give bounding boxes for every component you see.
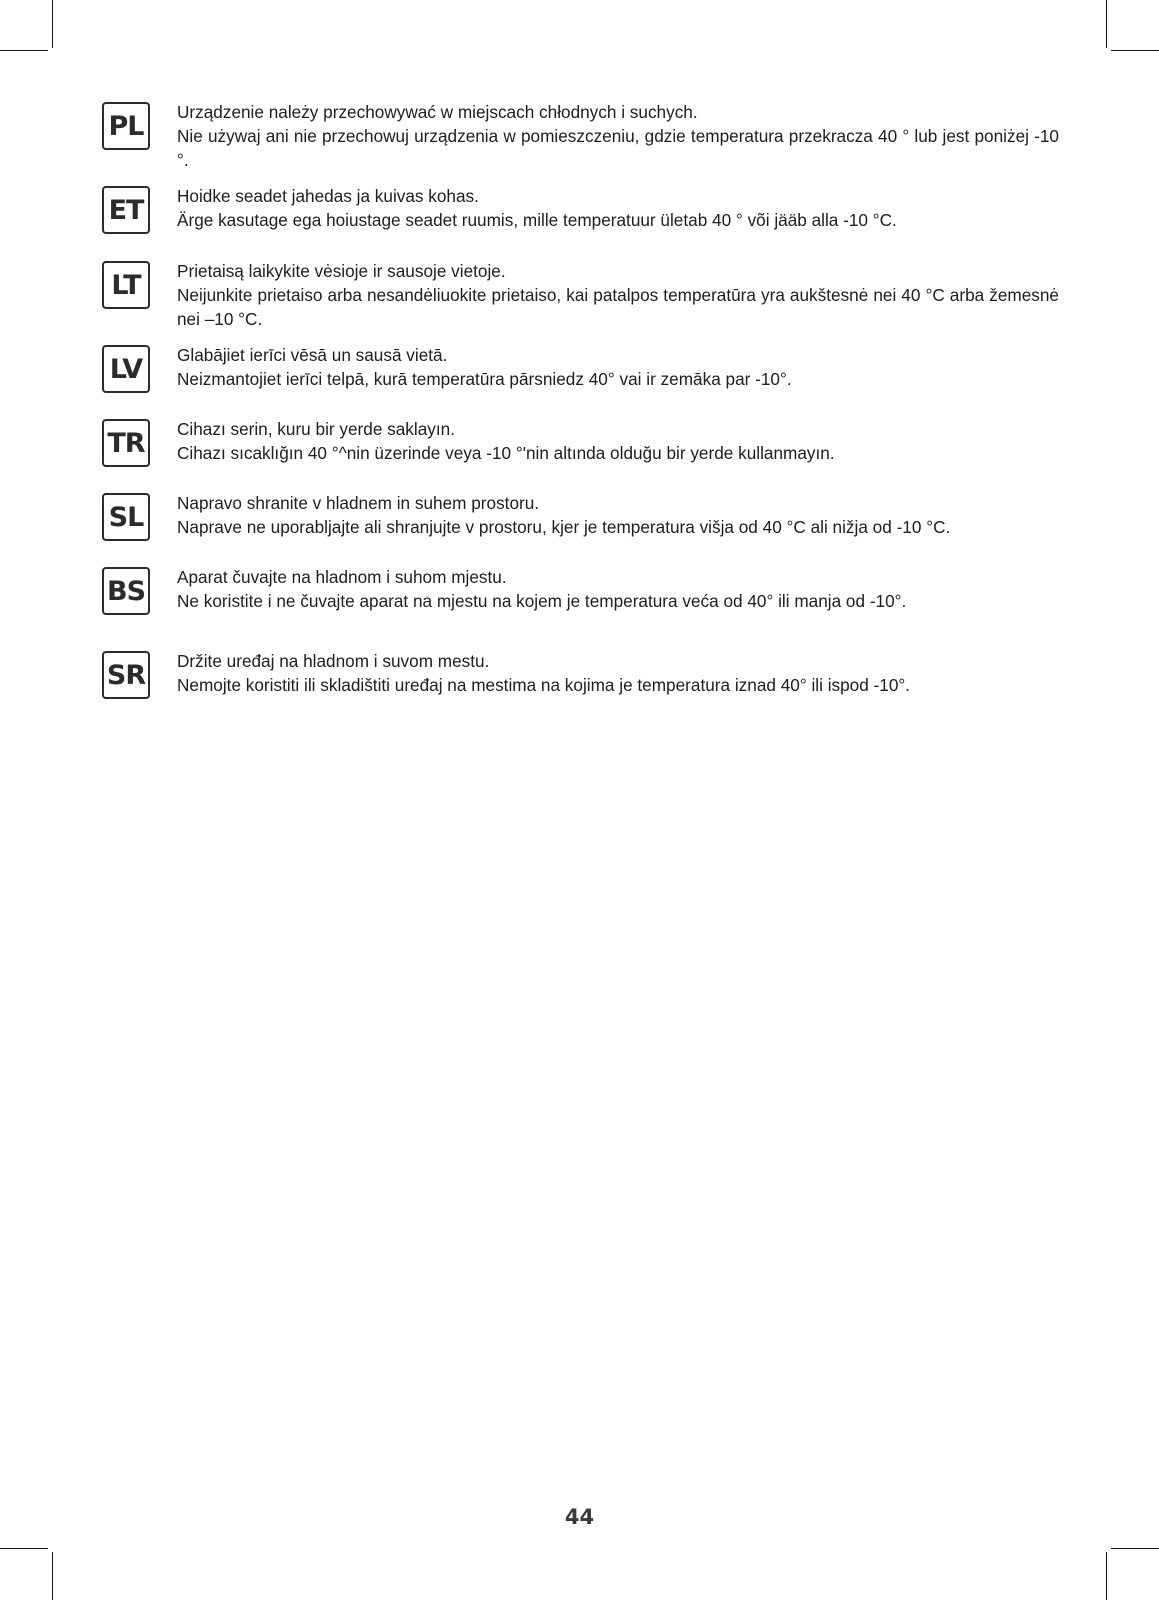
temperature-warning: Nie używaj ani nie przechowuj urządzenia w pomieszczeniu, gdzie temperatura przekracza 40 ° lub jest poniżej -10 °. bbox=[177, 126, 1059, 170]
storage-instruction: Držite uređaj na hladnom i suvom mestu. bbox=[177, 651, 490, 671]
temperature-warning: Neijunkite prietaiso arba nesandėliuokite prietaiso, kai patalpos temperatūra yra aukštesnė nei 40 °C arba žemesnė nei –10 °C. bbox=[177, 285, 1059, 329]
storage-instruction: Prietaisą laikykite vėsioje ir sausoje vietoje. bbox=[177, 261, 506, 281]
entry-text-lv bbox=[177, 343, 1059, 391]
language-badge-lv: LV bbox=[102, 345, 150, 393]
entry-text-sr bbox=[177, 649, 1059, 697]
language-badge-bs: BS bbox=[102, 567, 150, 615]
page-number: 44 bbox=[564, 1505, 595, 1529]
language-badge-sr: SR bbox=[102, 651, 150, 699]
entry-text-pl bbox=[177, 100, 1059, 172]
storage-instruction: Urządzenie należy przechowywać w miejscach chłodnych i suchych. bbox=[177, 102, 698, 122]
entry-text-bs bbox=[177, 565, 1059, 613]
language-badge-lt: LT bbox=[102, 261, 150, 309]
storage-instruction: Napravo shranite v hladnem in suhem prostoru. bbox=[177, 493, 540, 513]
entry-text-sl bbox=[177, 491, 1059, 539]
storage-instruction: Cihazı serin, kuru bir yerde saklayın. bbox=[177, 419, 455, 439]
language-badge-et: ET bbox=[102, 186, 150, 234]
temperature-warning: Ne koristite i ne čuvajte aparat na mjestu na kojem je temperatura veća od 40° ili manja od -10°. bbox=[177, 591, 907, 611]
language-badge-sl: SL bbox=[102, 493, 150, 541]
storage-instruction: Aparat čuvajte na hladnom i suhom mjestu. bbox=[177, 567, 507, 587]
entry-text-tr bbox=[177, 417, 1059, 465]
storage-instruction: Hoidke seadet jahedas ja kuivas kohas. bbox=[177, 186, 479, 206]
temperature-warning: Nemojte koristiti ili skladištiti uređaj na mestima na kojima je temperatura iznad 40° ili ispod -10°. bbox=[177, 675, 911, 695]
language-badge-pl: PL bbox=[102, 102, 150, 150]
temperature-warning: Cihazı sıcaklığın 40 °^nin üzerinde veya -10 °'nin altında olduğu bir yerde kullanmayın. bbox=[177, 443, 835, 463]
temperature-warning: Naprave ne uporabljajte ali shranjujte v prostoru, kjer je temperatura višja od 40 °C ali nižja od -10 °C. bbox=[177, 517, 951, 537]
entry-text-et bbox=[177, 184, 1059, 232]
entry-text-lt bbox=[177, 259, 1059, 331]
temperature-warning: Ärge kasutage ega hoiustage seadet ruumis, mille temperatuur ületab 40 ° või jääb alla -10 °C. bbox=[177, 210, 897, 230]
temperature-warning: Neizmantojiet ierīci telpā, kurā temperatūra pārsniedz 40° vai ir zemāka par -10°. bbox=[177, 369, 792, 389]
storage-instruction: Glabājiet ierīci vēsā un sausā vietā. bbox=[177, 345, 448, 365]
language-badge-tr: TR bbox=[102, 419, 150, 467]
